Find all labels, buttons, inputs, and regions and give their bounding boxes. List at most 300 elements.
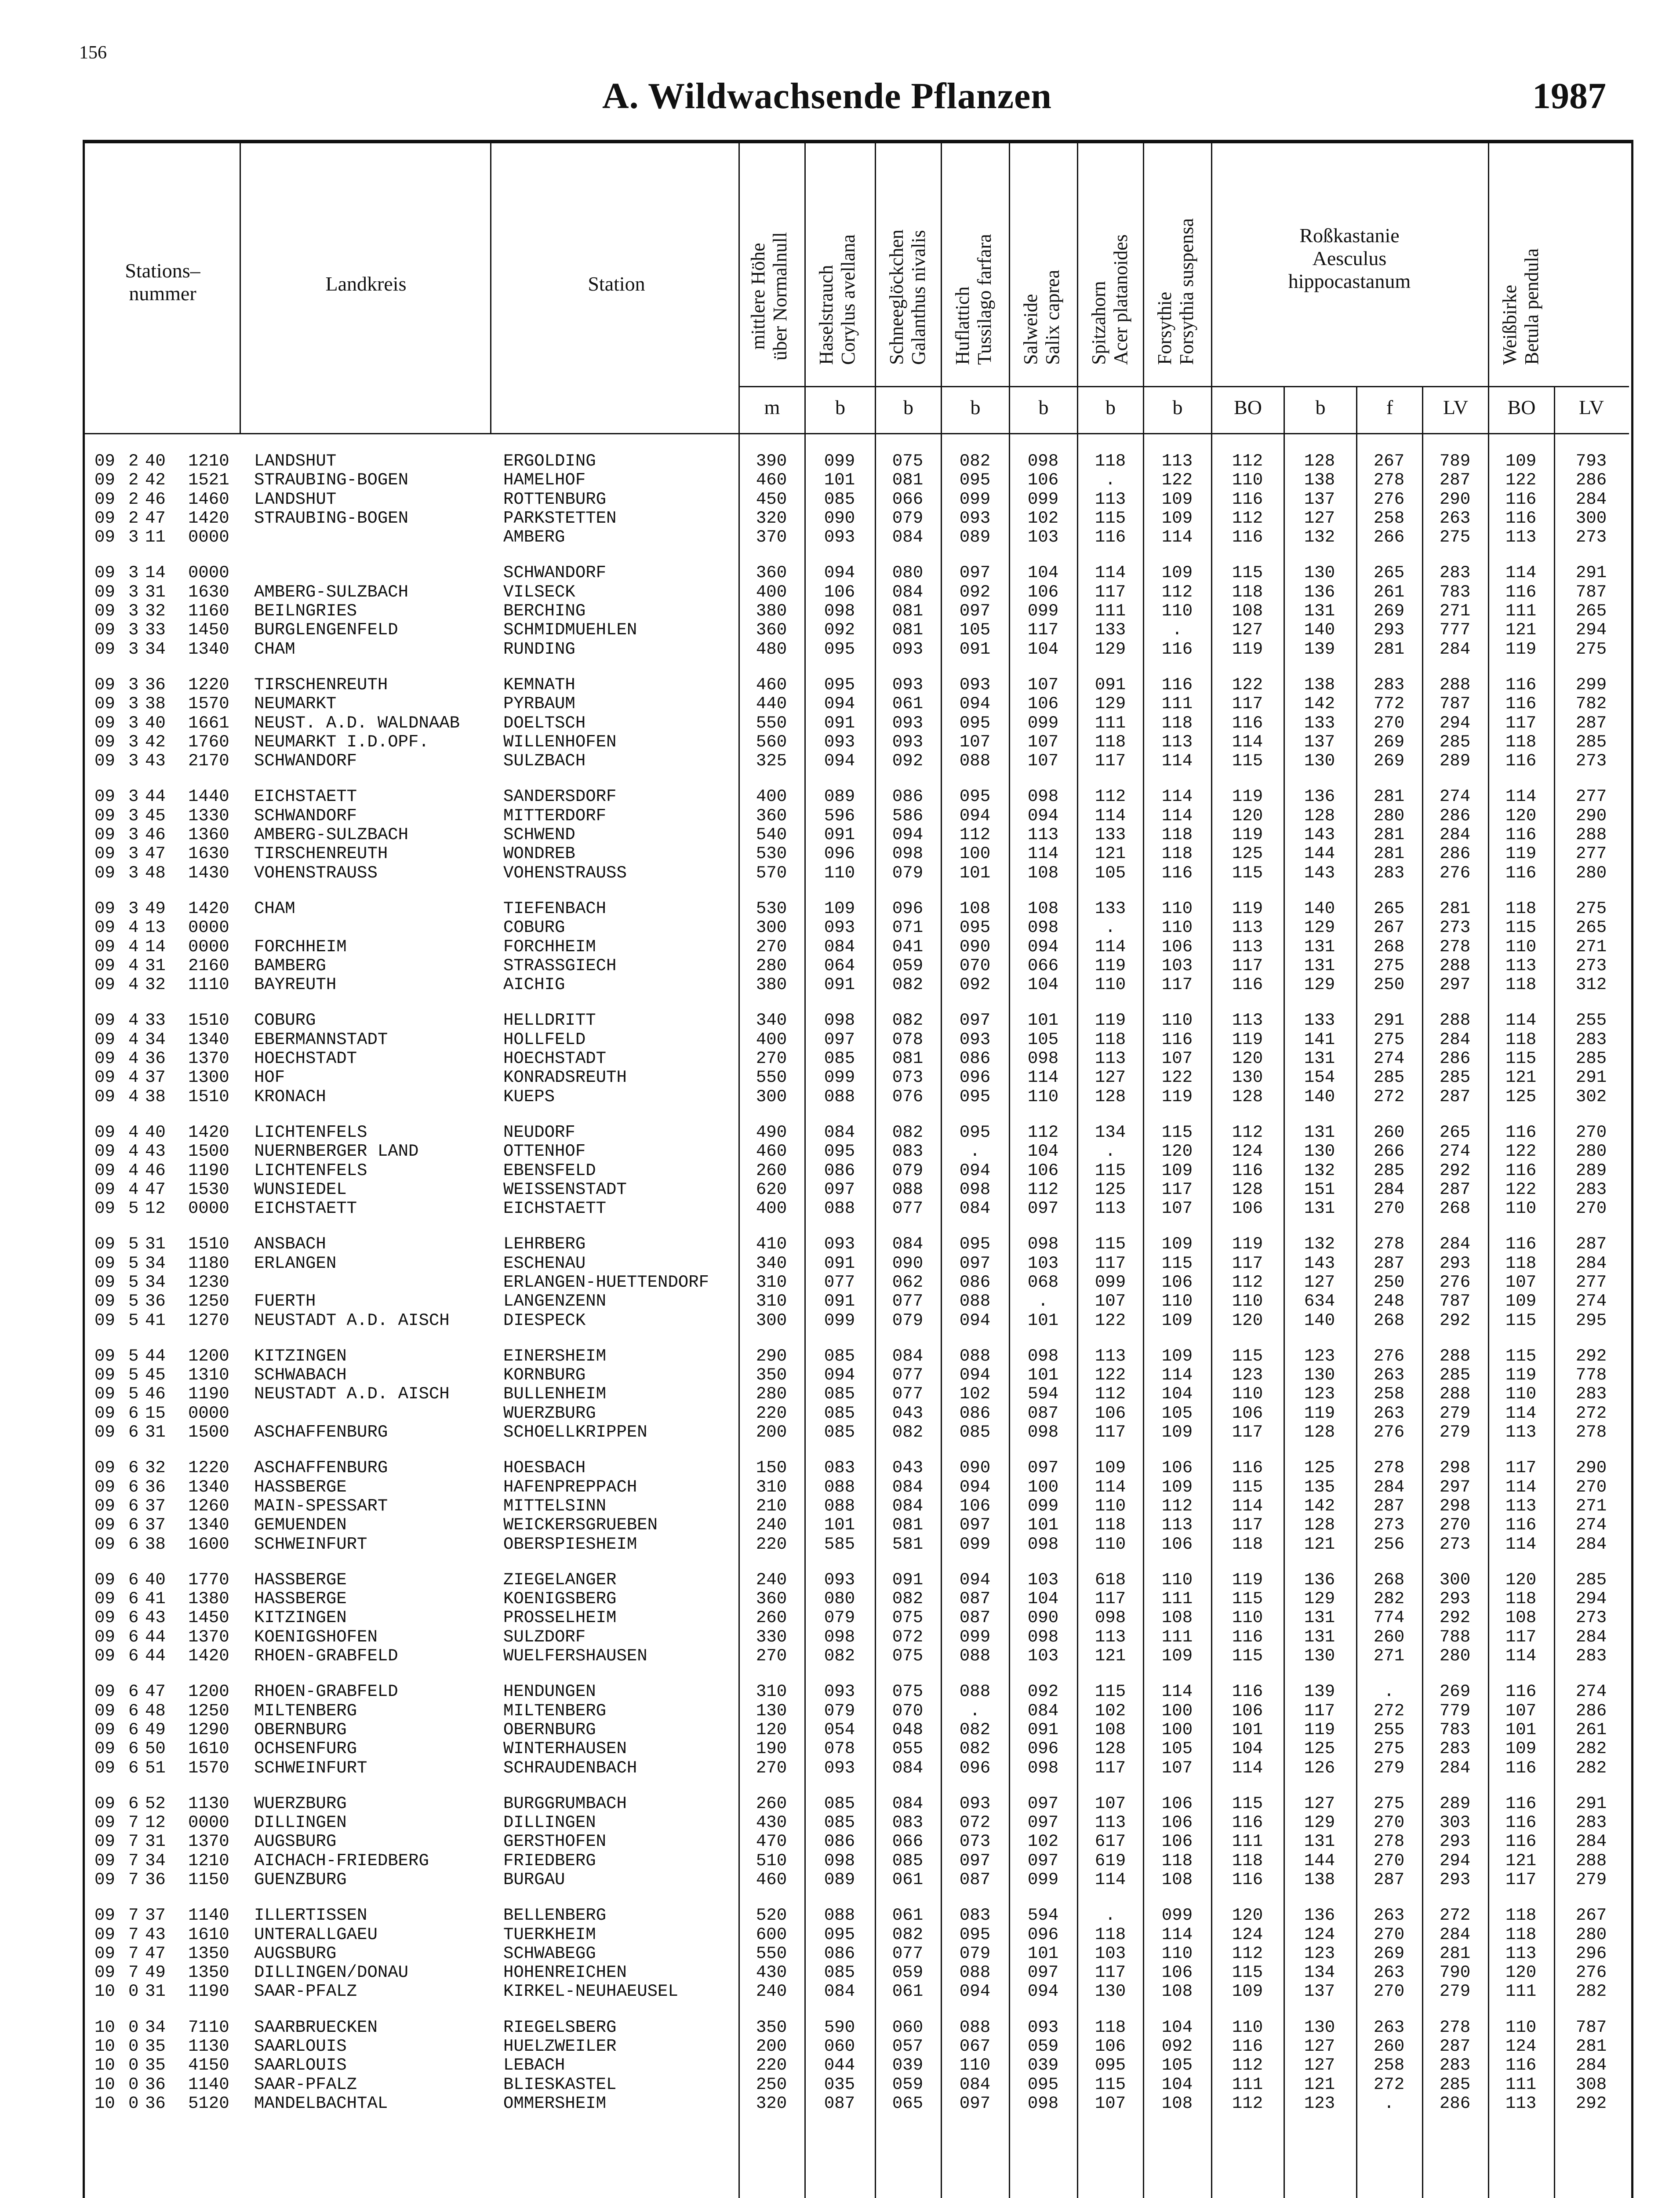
table-cell: 094: [824, 694, 855, 714]
table-cell: 102: [1095, 1701, 1126, 1721]
table-cell: 116: [1505, 1122, 1537, 1142]
table-cell: 248: [1373, 1292, 1405, 1311]
table-cell: 260: [1373, 1122, 1405, 1142]
table-cell: 119: [1505, 844, 1537, 864]
table-cell: 099: [824, 1310, 855, 1330]
table-cell: 113: [1505, 1423, 1537, 1442]
table-cell: 1140: [188, 1906, 229, 1925]
table-cell: 097: [959, 2093, 991, 2113]
table-cell: BULLENHEIM: [503, 1384, 607, 1404]
table-cell: 273: [1575, 528, 1607, 547]
table-cell: 120: [1232, 1310, 1263, 1330]
table-cell: 085: [824, 489, 855, 509]
table-cell: 450: [756, 489, 787, 509]
table-cell: 1521: [188, 470, 229, 490]
table-cell: 09: [95, 1161, 115, 1180]
table-cell: 068: [1027, 1272, 1059, 1292]
table-cell: 095: [959, 1234, 991, 1254]
table-cell: 097: [959, 1253, 991, 1273]
table-cell: 116: [1232, 1870, 1263, 1889]
table-cell: 104: [1232, 1739, 1263, 1759]
table-cell: 099: [959, 489, 991, 509]
table-cell: 094: [959, 1982, 991, 2001]
table-cell: 095: [959, 918, 991, 938]
table-row: [0, 1180, 1680, 1199]
table-cell: 270: [756, 1049, 787, 1069]
table-cell: 283: [1575, 1646, 1607, 1666]
table-cell: 112: [959, 825, 991, 845]
table-cell: 116: [1505, 1161, 1537, 1180]
table-cell: 310: [756, 1477, 787, 1497]
table-cell: 292: [1575, 1346, 1607, 1366]
table-row: [0, 2037, 1680, 2056]
table-cell: 6: [128, 1496, 139, 1516]
table-cell: 110: [1232, 1384, 1263, 1404]
table-cell: GEMUENDEN: [254, 1515, 347, 1535]
table-cell: 122: [1161, 1068, 1193, 1088]
table-cell: 103: [1027, 1253, 1059, 1273]
table-cell: DILLINGEN/DONAU: [254, 1963, 409, 1983]
table-cell: 112: [1232, 1272, 1263, 1292]
table-cell: 099: [1095, 1272, 1126, 1292]
table-cell: 120: [756, 1720, 787, 1739]
table-cell: 6: [128, 1720, 139, 1739]
table-cell: 092: [824, 620, 855, 640]
table-cell: 095: [959, 470, 991, 490]
table-cell: 291: [1373, 1011, 1405, 1030]
table-cell: 117: [1232, 1423, 1263, 1442]
table-cell: 287: [1439, 2037, 1471, 2056]
table-cell: 115: [1161, 1253, 1193, 1273]
table-cell: 293: [1439, 1253, 1471, 1273]
table-cell: 270: [1439, 1515, 1471, 1535]
table-cell: NEUMARKT: [254, 694, 337, 714]
table-cell: COBURG: [503, 918, 565, 938]
table-cell: EICHSTAETT: [254, 787, 357, 807]
table-cell: 091: [959, 639, 991, 659]
table-cell: 585: [824, 1534, 855, 1554]
table-cell: 278: [1373, 470, 1405, 490]
table-cell: 128: [1304, 1423, 1335, 1442]
table-cell: 300: [1439, 1570, 1471, 1590]
table-row: [0, 2018, 1680, 2037]
table-cell: 070: [959, 956, 991, 975]
table-cell: 110: [959, 2056, 991, 2075]
table-cell: SCHWANDORF: [254, 751, 357, 771]
table-cell: 109: [1161, 1234, 1193, 1254]
table-cell: 600: [756, 1925, 787, 1944]
table-cell: OBERSPIESHEIM: [503, 1534, 637, 1554]
table-cell: 094: [959, 1161, 991, 1180]
table-cell: 310: [756, 1272, 787, 1292]
table-cell: 400: [756, 1199, 787, 1219]
table-row: [0, 1963, 1680, 1982]
table-cell: 105: [959, 620, 991, 640]
table-cell: 4: [128, 1049, 139, 1069]
table-cell: 09: [95, 1272, 115, 1292]
table-cell: HOLLFELD: [503, 1030, 586, 1049]
table-cell: 118: [1095, 2017, 1126, 2037]
table-cell: 043: [892, 1403, 924, 1423]
table-cell: 116: [1161, 675, 1193, 695]
table-cell: 062: [892, 1272, 924, 1292]
table-cell: 116: [1161, 639, 1193, 659]
table-cell: 094: [824, 1365, 855, 1385]
table-cell: 118: [1095, 451, 1126, 471]
table-cell: 09: [95, 1122, 115, 1142]
table-cell: 09: [95, 1758, 115, 1778]
table-cell: 267: [1575, 1906, 1607, 1925]
table-cell: 102: [1027, 1832, 1059, 1852]
table-cell: SCHOELLKRIPPEN: [503, 1423, 647, 1442]
table-cell: 1430: [188, 863, 229, 883]
table-cell: 117: [1505, 1627, 1537, 1647]
table-cell: 111: [1505, 2074, 1537, 2094]
table-cell: 111: [1095, 601, 1126, 621]
table-cell: 5: [128, 1199, 139, 1219]
table-cell: 12: [145, 1199, 166, 1219]
table-cell: 594: [1027, 1384, 1059, 1404]
table-cell: 112: [1232, 508, 1263, 528]
table-cell: 116: [1232, 1161, 1263, 1180]
table-cell: 303: [1439, 1813, 1471, 1833]
table-cell: 088: [959, 1346, 991, 1366]
table-row: [0, 1254, 1680, 1273]
table-cell: 140: [1304, 620, 1335, 640]
table-row: [0, 602, 1680, 621]
table-cell: 065: [892, 2093, 924, 2113]
table-cell: 107: [1505, 1272, 1537, 1292]
table-cell: TIEFENBACH: [503, 899, 607, 918]
table-cell: 3: [128, 582, 139, 602]
table-cell: 119: [1505, 639, 1537, 659]
table-cell: 129: [1304, 975, 1335, 995]
table-cell: 480: [756, 639, 787, 659]
table-cell: 081: [892, 1049, 924, 1069]
table-cell: 36: [145, 2074, 166, 2094]
table-cell: 113: [1027, 825, 1059, 845]
table-cell: 288: [1575, 1851, 1607, 1870]
table-cell: 106: [1095, 1403, 1126, 1423]
table-cell: 295: [1575, 1310, 1607, 1330]
table-cell: MILTENBERG: [254, 1701, 357, 1721]
table-cell: 106: [959, 1496, 991, 1516]
table-cell: 279: [1575, 1870, 1607, 1889]
table-cell: STRAUBING-BOGEN: [254, 508, 409, 528]
table-cell: 129: [1095, 639, 1126, 659]
table-cell: KORNBURG: [503, 1365, 586, 1385]
table-cell: KUEPS: [503, 1087, 555, 1106]
table-cell: 1330: [188, 806, 229, 826]
table-cell: 133: [1095, 825, 1126, 845]
table-cell: 085: [959, 1423, 991, 1442]
table-cell: 540: [756, 825, 787, 845]
table-cell: 37: [145, 1068, 166, 1088]
table-cell: 117: [1095, 1589, 1126, 1609]
table-cell: 125: [1304, 1458, 1335, 1478]
table-cell: 46: [145, 1384, 166, 1404]
table-cell: 380: [756, 601, 787, 621]
table-cell: 107: [1161, 1049, 1193, 1069]
table-cell: 267: [1373, 451, 1405, 471]
table-cell: 789: [1439, 451, 1471, 471]
table-cell: 360: [756, 806, 787, 826]
table-cell: 103: [1027, 1570, 1059, 1590]
table-cell: 250: [756, 2074, 787, 2094]
table-cell: 1510: [188, 1011, 229, 1030]
table-cell: 122: [1095, 1310, 1126, 1330]
table-row: [0, 1497, 1680, 1516]
table-cell: 114: [1505, 1477, 1537, 1497]
table-cell: 106: [1095, 2037, 1126, 2056]
table-cell: 293: [1439, 1870, 1471, 1889]
table-cell: LANDSHUT: [254, 489, 337, 509]
table-cell: 091: [1095, 675, 1126, 695]
table-cell: 41: [145, 1310, 166, 1330]
table-cell: 287: [1373, 1253, 1405, 1273]
table-cell: ERLANGEN: [254, 1253, 337, 1273]
table-cell: MITTELSINN: [503, 1496, 607, 1516]
table-cell: 098: [1027, 1234, 1059, 1254]
data-table-body: [0, 452, 1680, 2113]
table-cell: 6: [128, 1682, 139, 1702]
table-cell: 118: [1505, 899, 1537, 918]
table-cell: 274: [1439, 1142, 1471, 1161]
table-cell: 113: [1095, 1199, 1126, 1219]
table-cell: 088: [824, 1496, 855, 1516]
table-cell: 079: [824, 1608, 855, 1628]
table-cell: 288: [1439, 956, 1471, 975]
table-cell: 098: [1027, 1758, 1059, 1778]
table-cell: 095: [824, 639, 855, 659]
table-cell: 287: [1373, 1870, 1405, 1889]
table-cell: 281: [1575, 2037, 1607, 2056]
table-cell: 127: [1304, 2056, 1335, 2075]
table-row: [0, 918, 1680, 937]
table-cell: BLIESKASTEL: [503, 2074, 617, 2094]
table-cell: STRAUBING-BOGEN: [254, 470, 409, 490]
table-cell: 095: [824, 1925, 855, 1944]
table-cell: 123: [1304, 2093, 1335, 2113]
table-cell: ASCHAFFENBURG: [254, 1458, 388, 1478]
table-cell: 090: [959, 1458, 991, 1478]
table-cell: 121: [1304, 1534, 1335, 1554]
header-spitzahorn: Spitzahorn Acer platanoides: [1088, 234, 1131, 365]
table-cell: MITTERDORF: [503, 806, 607, 826]
table-cell: 310: [756, 1292, 787, 1311]
table-cell: 38: [145, 1534, 166, 1554]
table-cell: 09: [95, 1534, 115, 1554]
table-cell: 1110: [188, 975, 229, 995]
table-cell: 45: [145, 1365, 166, 1385]
table-cell: 116: [1095, 528, 1126, 547]
table-cell: 101: [1027, 1943, 1059, 1963]
table-cell: EICHSTAETT: [254, 1199, 357, 1219]
table-cell: DOELTSCH: [503, 713, 586, 733]
table-cell: 09: [95, 1253, 115, 1273]
table-cell: 1130: [188, 2037, 229, 2056]
table-cell: HOECHSTADT: [254, 1049, 357, 1069]
table-cell: 490: [756, 1122, 787, 1142]
table-cell: 035: [824, 2074, 855, 2094]
table-cell: 5: [128, 1272, 139, 1292]
table-cell: 284: [1575, 1253, 1607, 1273]
table-cell: 077: [824, 1272, 855, 1292]
table-cell: NEUSTADT A.D. AISCH: [254, 1384, 450, 1404]
table-cell: 6: [128, 1794, 139, 1813]
table-cell: EICHSTAETT: [503, 1199, 607, 1219]
table-cell: 105: [1161, 2056, 1193, 2075]
table-cell: 108: [1505, 1608, 1537, 1628]
table-cell: 283: [1575, 1179, 1607, 1199]
table-cell: 787: [1575, 2017, 1607, 2037]
table-cell: 111: [1505, 601, 1537, 621]
table-cell: 122: [1505, 1142, 1537, 1161]
table-cell: 285: [1575, 732, 1607, 752]
table-cell: 270: [1373, 1813, 1405, 1833]
table-cell: KONRADSREUTH: [503, 1068, 627, 1088]
table-cell: 106: [1027, 582, 1059, 602]
table-cell: 132: [1304, 1234, 1335, 1254]
table-cell: RHOEN-GRABFELD: [254, 1646, 398, 1666]
unit-cell: BO: [1234, 396, 1262, 418]
table-cell: 284: [1373, 1477, 1405, 1497]
table-cell: 43: [145, 1925, 166, 1944]
page-title: A. Wildwachsende Pflanzen: [602, 76, 1052, 116]
table-cell: 100: [959, 844, 991, 864]
table-cell: 1270: [188, 1310, 229, 1330]
table-cell: HOF: [254, 1068, 285, 1088]
table-cell: ESCHENAU: [503, 1253, 586, 1273]
table-cell: 272: [1575, 1403, 1607, 1423]
table-cell: 1220: [188, 675, 229, 695]
table-cell: 298: [1439, 1458, 1471, 1478]
table-cell: 4: [128, 1011, 139, 1030]
table-cell: 088: [959, 2017, 991, 2037]
table-cell: 115: [1095, 1682, 1126, 1702]
table-cell: 34: [145, 1851, 166, 1870]
table-cell: 113: [1095, 1346, 1126, 1366]
table-cell: .: [970, 1142, 980, 1161]
table-cell: 286: [1439, 2093, 1471, 2113]
table-cell: 277: [1575, 1272, 1607, 1292]
table-cell: 116: [1505, 2056, 1537, 2075]
table-cell: 133: [1095, 899, 1126, 918]
table-cell: 4: [128, 1161, 139, 1180]
table-cell: 136: [1304, 787, 1335, 807]
table-cell: 460: [756, 1870, 787, 1889]
table-cell: 269: [1439, 1682, 1471, 1702]
table-cell: 271: [1575, 937, 1607, 957]
table-cell: 787: [1575, 582, 1607, 602]
table-cell: 110: [1095, 1496, 1126, 1516]
table-cell: 091: [824, 1253, 855, 1273]
table-cell: 128: [1232, 1087, 1263, 1106]
table-cell: 094: [1027, 806, 1059, 826]
table-cell: 110: [1161, 899, 1193, 918]
header-forsythie: Forsythie Forsythia suspensa: [1154, 218, 1197, 365]
table-cell: 35: [145, 2056, 166, 2075]
table-cell: .: [1038, 1292, 1048, 1311]
table-cell: 297: [1439, 975, 1471, 995]
table-cell: 116: [1505, 694, 1537, 714]
table-cell: 106: [1027, 694, 1059, 714]
table-cell: 081: [892, 1515, 924, 1535]
table-cell: KITZINGEN: [254, 1608, 347, 1628]
table-cell: 7: [128, 1851, 139, 1870]
table-cell: 410: [756, 1234, 787, 1254]
table-cell: 114: [1095, 1477, 1126, 1497]
table-cell: 265: [1575, 918, 1607, 938]
table-cell: DILLINGEN: [254, 1813, 347, 1833]
table-cell: 104: [1161, 2074, 1193, 2094]
table-cell: 092: [1027, 1682, 1059, 1702]
table-cell: 290: [1575, 1458, 1607, 1478]
table-cell: 124: [1505, 2037, 1537, 2056]
table-cell: 048: [892, 1720, 924, 1739]
table-cell: 4: [128, 1087, 139, 1106]
table-cell: WONDREB: [503, 844, 575, 864]
table-cell: 044: [824, 2056, 855, 2075]
table-cell: 084: [892, 582, 924, 602]
table-cell: 46: [145, 825, 166, 845]
table-cell: 270: [1373, 1199, 1405, 1219]
table-cell: 36: [145, 1049, 166, 1069]
table-cell: 086: [892, 787, 924, 807]
table-cell: 550: [756, 713, 787, 733]
table-cell: 096: [1027, 1739, 1059, 1759]
table-cell: 088: [824, 1087, 855, 1106]
table-cell: 106: [1161, 1963, 1193, 1983]
table-cell: 089: [824, 787, 855, 807]
table-cell: 116: [1505, 489, 1537, 509]
table-cell: 288: [1575, 825, 1607, 845]
table-cell: 110: [1505, 937, 1537, 957]
table-cell: 6: [128, 1403, 139, 1423]
table-cell: GERSTHOFEN: [503, 1832, 607, 1852]
table-cell: 108: [1095, 1720, 1126, 1739]
table-cell: 283: [1439, 563, 1471, 583]
table-cell: 105: [1161, 1403, 1193, 1423]
table-cell: 118: [1505, 1030, 1537, 1049]
table-cell: 7: [128, 1906, 139, 1925]
table-cell: 107: [1095, 1794, 1126, 1813]
table-cell: 111: [1505, 1982, 1537, 2001]
table-cell: 1460: [188, 489, 229, 509]
table-cell: 107: [1505, 1701, 1537, 1721]
table-cell: 095: [959, 713, 991, 733]
table-cell: 120: [1232, 1906, 1263, 1925]
table-cell: 112: [1161, 1496, 1193, 1516]
table-cell: FRIEDBERG: [503, 1851, 596, 1870]
table-cell: 061: [892, 1982, 924, 2001]
table-cell: 084: [892, 1496, 924, 1516]
table-cell: 110: [1027, 1087, 1059, 1106]
table-cell: 119: [1304, 1720, 1335, 1739]
table-cell: 131: [1304, 1627, 1335, 1647]
table-cell: 084: [892, 1794, 924, 1813]
table-cell: 119: [1232, 1234, 1263, 1254]
table-row: [0, 1516, 1680, 1535]
table-cell: 109: [1505, 451, 1537, 471]
table-cell: 098: [1027, 918, 1059, 938]
table-cell: 066: [892, 489, 924, 509]
table-cell: 067: [959, 2037, 991, 2056]
table-cell: 45: [145, 806, 166, 826]
table-cell: 117: [1505, 713, 1537, 733]
table-cell: KITZINGEN: [254, 1346, 347, 1366]
table-cell: 116: [1505, 751, 1537, 771]
